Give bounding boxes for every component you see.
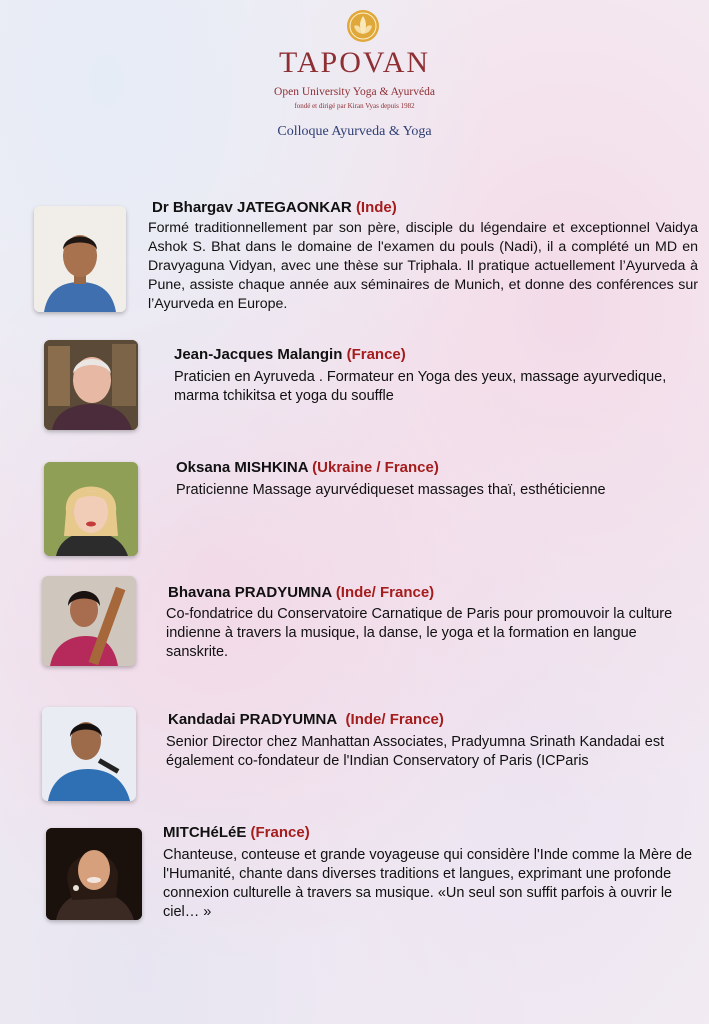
speaker-photo <box>44 340 138 430</box>
speaker-bio: Formé traditionnellement par son père, disciple du légendaire et exceptionnel Vaidya Ashok S. Bhat dans le domaine de l'examen du pouls (Nadi), il a complété un MD en Dravyaguna Vidyan, avec une thèse sur Triphala. Il pratique actuellement l’Ayurveda à Pune, assiste chaque année aux séminaires de Munich, et donne des conférences sur l’Ayurveda en Europe. <box>148 220 698 312</box>
speaker-bio: Co-fondatrice du Conservatoire Carnatique de Paris pour promouvoir la culture indienne à travers la musique, la danse, le yoga et la formation en langue sanskrite. <box>166 606 673 660</box>
speaker-bio: Praticienne Massage ayurvédiqueset massages thaï, esthéticienne <box>176 482 606 498</box>
lotus-emblem-icon <box>345 8 381 44</box>
speaker-name: Oksana MISHKINA (Ukraine / France) <box>176 459 439 476</box>
speaker-name: MITCHéLéE (France) <box>163 824 310 841</box>
speaker-name: Dr Bhargav JATEGAONKAR (Inde) <box>152 199 397 216</box>
speaker-bio: Senior Director chez Manhattan Associates, Pradyumna Srinath Kandadai est également co-fondateur de l'Indian Conservatory of Paris (ICParis <box>166 734 665 769</box>
speaker-bio: Chanteuse, conteuse et grande voyageuse qui considère l'Inde comme la Mère de l'Humanité, chante dans diverses traditions et langues, exprimant une profonde connexion culturelle à travers sa musique. «Un seul son suffit parfois à ouvrir le ciel… » <box>163 847 693 920</box>
speaker-country: (France) <box>346 346 406 363</box>
speaker-country: (Inde/ France) <box>345 711 444 728</box>
speaker-country: (Ukraine / France) <box>312 459 439 476</box>
brand-subtitle: Open University Yoga & Ayurvéda <box>274 86 435 98</box>
event-title: Colloque Ayurveda & Yoga <box>277 124 432 139</box>
speaker-country: (France) <box>250 824 310 841</box>
speaker-name: Kandadai PRADYUMNA (Inde/ France) <box>168 711 444 728</box>
speaker-bio: Praticien en Ayruveda . Formateur en Yoga des yeux, massage ayurvedique, marma tchikitsa et yoga du souffle <box>174 369 667 404</box>
speaker-country: (Inde) <box>355 199 397 216</box>
speaker-photo <box>42 576 136 666</box>
speaker-name: Bhavana PRADYUMNA (Inde/ France) <box>168 584 435 601</box>
speaker-photo <box>34 206 126 312</box>
founded-note: fondé et dirigé par Kiran Vyas depuis 1982 <box>294 102 415 110</box>
brand-title: TAPOVAN <box>278 46 431 79</box>
speaker-country: (Inde/ France) <box>335 584 435 601</box>
speaker-photo <box>46 828 142 920</box>
speaker-photo <box>42 707 136 801</box>
speaker-name: Jean-Jacques Malangin (France) <box>174 346 406 363</box>
speaker-photo <box>44 462 138 556</box>
